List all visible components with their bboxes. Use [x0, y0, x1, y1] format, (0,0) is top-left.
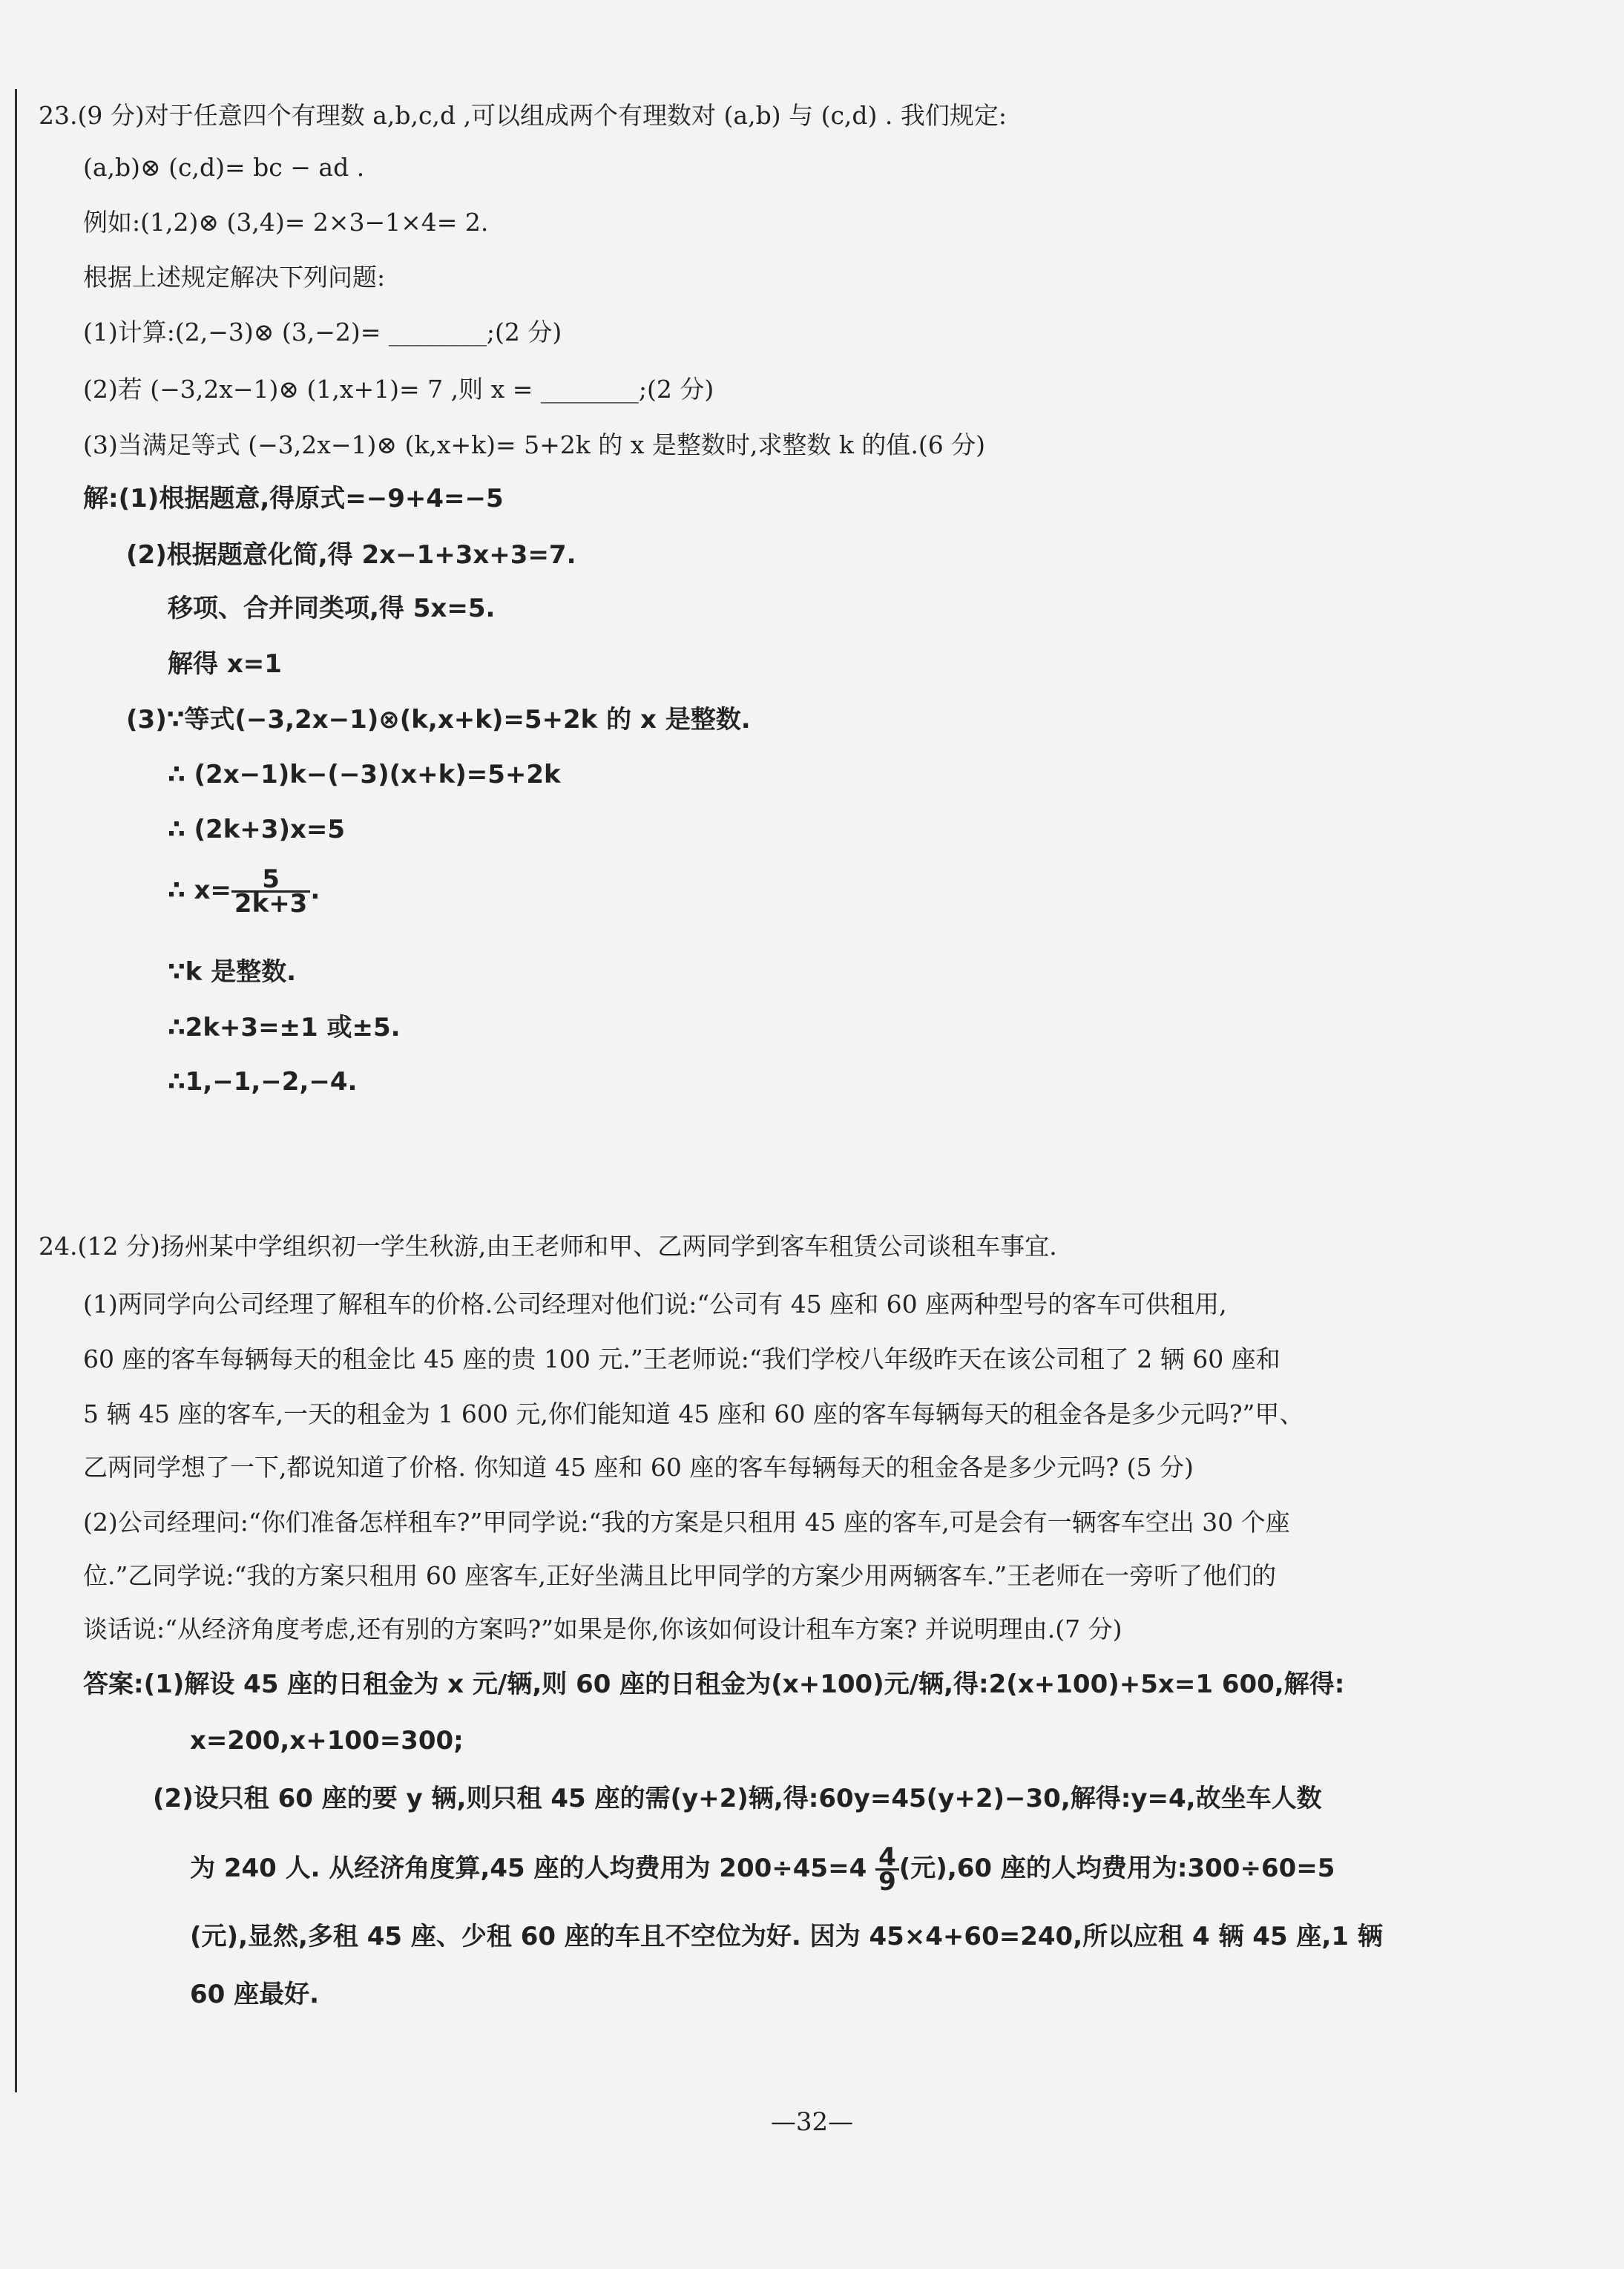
q23-solution-6: ∴ (2x−1)k−(−3)(x+k)=5+2k — [168, 760, 561, 789]
q23-solution-10: ∴1,−1,−2,−4. — [168, 1067, 358, 1097]
q23-part1: (1)计算:(2,−3)⊗ (3,−2)= ________;(2 分) — [83, 318, 562, 347]
q23-instruction: 根据上述规定解决下列问题: — [83, 263, 386, 292]
q23-solution-9: ∴2k+3=±1 或±5. — [168, 1013, 401, 1042]
answer-4-part-b: (元),60 座的人均费用为:300÷60=5 — [898, 1853, 1335, 1883]
q24-part1-line1: (1)两同学向公司经理了解租车的价格.公司经理对他们说:“公司有 45 座和 60 座两种型号的客车可供租用, — [83, 1290, 1227, 1319]
fraction-denominator: 2k+3 — [234, 889, 308, 919]
q24-part1-line3: 5 辆 45 座的客车,一天的租金为 1 600 元,你们能知道 45 座和 60 座的客车每辆每天的租金各是多少元吗?”甲、 — [83, 1399, 1304, 1428]
frac-prefix: ∴ x= — [168, 876, 231, 905]
mixed-fraction — [875, 1842, 899, 1897]
q24-part2-line3: 谈话说:“从经济角度考虑,还有别的方案吗?”如果是你,你该如何设计租车方案? 并说明理由.(7 分) — [83, 1615, 1122, 1644]
answer-4-part-a: 为 240 人. 从经济角度算,45 座的人均费用为 200÷45=4 — [190, 1853, 867, 1883]
q23-definition: (a,b)⊗ (c,d)= bc − ad . — [83, 153, 365, 182]
q24-answer-5: (元),显然,多租 45 座、少租 60 座的车且不空位为好. 因为 45×4+60=240,所以应租 4 辆 45 座,1 辆 — [190, 1922, 1383, 1951]
q23-part2: (2)若 (−3,2x−1)⊗ (1,x+1)= 7 ,则 x = ________;(2 分) — [83, 375, 714, 404]
q23-solution-2: (2)根据题意化简,得 2x−1+3x+3=7. — [126, 540, 576, 570]
q24-part2-line1: (2)公司经理问:“你们准备怎样租车?”甲同学说:“我的方案是只租用 45 座的客车,可是会有一辆客车空出 30 个座 — [83, 1508, 1290, 1537]
q23-solution-1: 解:(1)根据题意,得原式=−9+4=−5 — [83, 484, 504, 513]
q24-part1-line4: 乙两同学想了一下,都说知道了价格. 你知道 45 座和 60 座的客车每辆每天的租金各是多少元吗? (5 分) — [83, 1453, 1194, 1482]
q24-answer-1: 答案:(1)解设 45 座的日租金为 x 元/辆,则 60 座的日租金为(x+100)元/辆,得:2(x+100)+5x=1 600,解得: — [83, 1669, 1345, 1699]
q24-part1-line2: 60 座的客车每辆每天的租金比 45 座的贵 100 元.”王老师说:“我们学校八年级昨天在该公司租了 2 辆 60 座和 — [83, 1344, 1281, 1373]
q24-answer-2: x=200,x+100=300; — [190, 1726, 464, 1756]
q23-solution-3: 移项、合并同类项,得 5x=5. — [168, 594, 496, 623]
q23-example: 例如:(1,2)⊗ (3,4)= 2×3−1×4= 2. — [83, 208, 489, 237]
q24-part2-line2: 位.”乙同学说:“我的方案只租用 60 座客车,正好坐满且比甲同学的方案少用两辆客车.”王老师在一旁听了他们的 — [83, 1561, 1277, 1590]
frac-suffix: . — [310, 876, 320, 905]
fraction-numerator: 5 — [231, 868, 310, 893]
margin-rule — [15, 89, 17, 2092]
q23-solution-fraction-line — [168, 864, 320, 920]
q24-stem: 24.(12 分)扬州某中学组织初一学生秋游,由王老师和甲、乙两同学到客车租赁公司谈租车事宜. — [39, 1232, 1057, 1261]
q24-answer-4 — [190, 1842, 1335, 1898]
mixed-fraction-numerator: 4 — [875, 1846, 899, 1871]
q24-answer-6: 60 座最好. — [190, 1980, 320, 2009]
q23-solution-7: ∴ (2k+3)x=5 — [168, 815, 346, 844]
q23-stem: 23.(9 分)对于任意四个有理数 a,b,c,d ,可以组成两个有理数对 (a,b) 与 (c,d) . 我们规定: — [39, 101, 1007, 130]
q23-solution-8: ∵k 是整数. — [168, 957, 297, 987]
page-number: —32— — [770, 2107, 854, 2137]
fraction — [231, 864, 310, 919]
q24-answer-3: (2)设只租 60 座的要 y 辆,则只租 45 座的需(y+2)辆,得:60y=45(y+2)−30,解得:y=4,故坐车人数 — [153, 1784, 1322, 1813]
q23-solution-5: (3)∵等式(−3,2x−1)⊗(k,x+k)=5+2k 的 x 是整数. — [126, 705, 751, 735]
q23-part3: (3)当满足等式 (−3,2x−1)⊗ (k,x+k)= 5+2k 的 x 是整数时,求整数 k 的值.(6 分) — [83, 430, 986, 459]
q23-solution-4: 解得 x=1 — [168, 649, 282, 679]
mixed-fraction-denominator: 9 — [878, 1867, 896, 1897]
